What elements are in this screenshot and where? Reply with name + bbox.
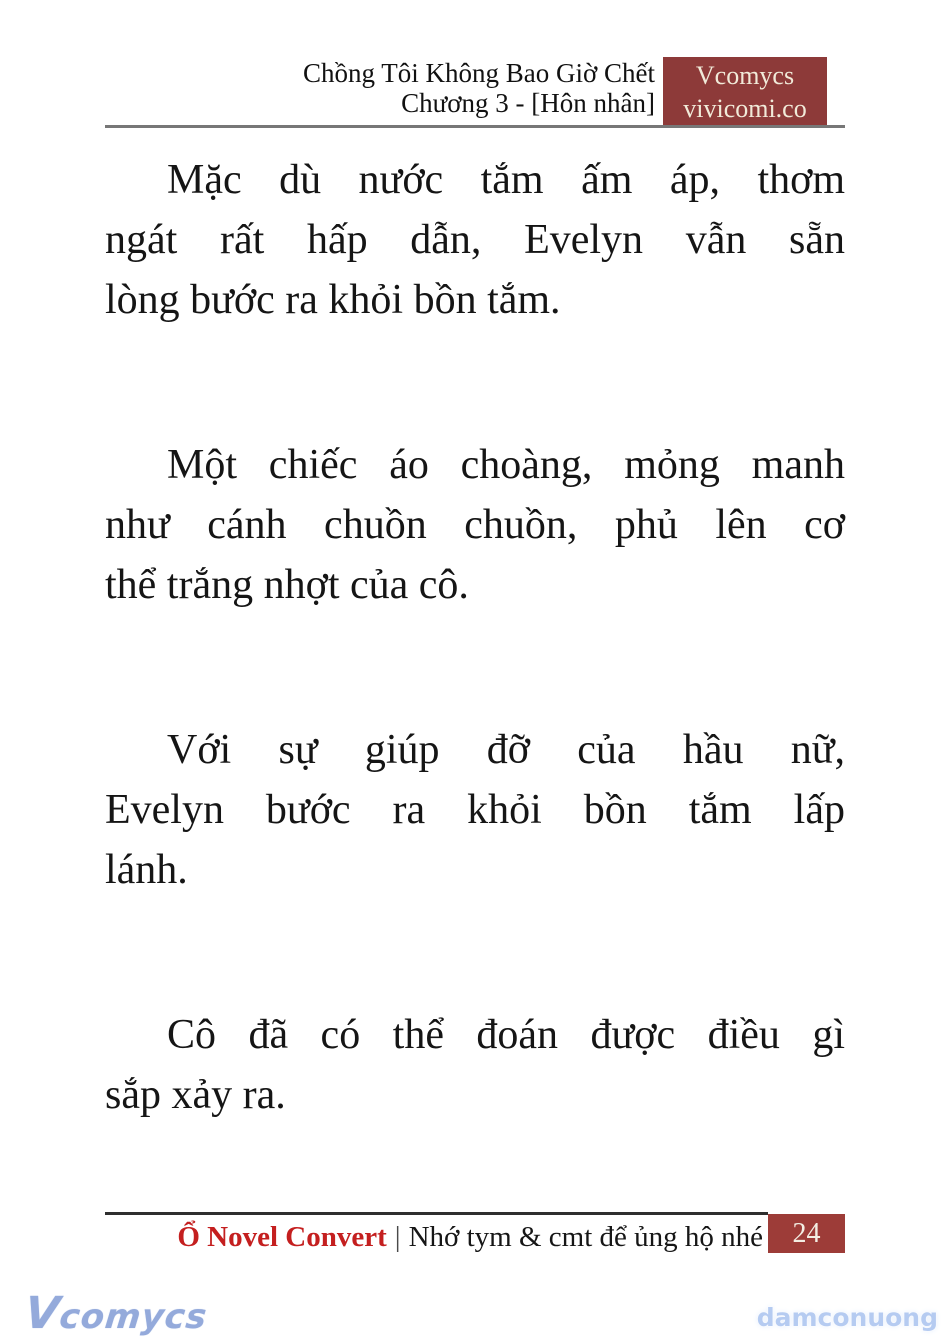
paragraph-line: như cánh chuồn chuồn, phủ lên cơ (105, 502, 845, 548)
novel-title: Chồng Tôi Không Bao Giờ Chết (302, 58, 655, 88)
paragraph-line: sắp xảy ra. (105, 1072, 286, 1118)
vcomycs-logo-rest: comycs (57, 1297, 210, 1337)
paragraph (105, 150, 845, 330)
paragraph-line: Cô đã có thể đoán được điều gì (167, 1012, 845, 1058)
paragraph-line: thể trắng nhợt của cô. (105, 562, 469, 608)
page-number: 24 (792, 1218, 821, 1249)
paragraph-line: lòng bước ra khỏi bồn tắm. (105, 277, 561, 323)
paragraph (105, 1005, 845, 1125)
credit-watermark: damconuong (756, 1303, 938, 1332)
footer-separator: | (394, 1221, 401, 1253)
brand-box (663, 57, 827, 127)
paragraph-line: Với sự giúp đỡ của hầu nữ, (167, 727, 845, 773)
brand-name: Vcomycs (695, 61, 795, 90)
footer-brand: Ổ Novel Convert (177, 1221, 387, 1253)
footer (177, 1220, 763, 1254)
chapter-title: Chương 3 - [Hôn nhân] (401, 88, 655, 118)
paragraph (105, 720, 845, 900)
page-number-box (768, 1214, 845, 1253)
body-text (105, 150, 845, 1230)
brand-site: vivicomi.co (683, 94, 807, 123)
header-rule (105, 125, 845, 128)
paragraph-line: Evelyn bước ra khỏi bồn tắm lấp (105, 787, 845, 833)
paragraph-line: Mặc dù nước tắm ấm áp, thơm (167, 157, 845, 203)
paragraph-line: ngát rất hấp dẫn, Evelyn vẫn sẵn (105, 217, 845, 263)
paragraph-line: lánh. (105, 847, 188, 893)
vcomycs-logo-initial: V (22, 1288, 63, 1339)
header (303, 58, 655, 118)
paragraph (105, 435, 845, 615)
footer-rule (105, 1212, 768, 1215)
vcomycs-logo (22, 1288, 210, 1339)
paragraph-line: Một chiếc áo choàng, mỏng manh (167, 442, 845, 488)
footer-note: Nhớ tym & cmt để ủng hộ nhé (408, 1221, 763, 1253)
